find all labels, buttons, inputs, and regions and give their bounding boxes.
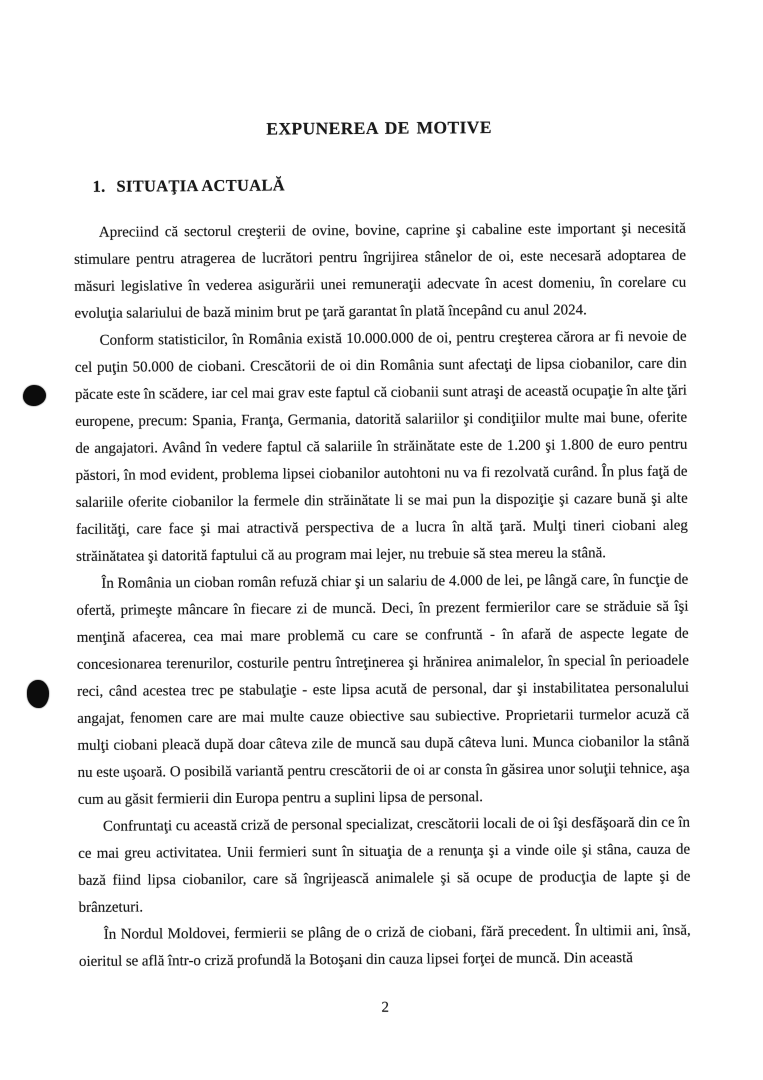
paragraph-northern-moldova-crisis: În Nordul Moldovei, fermierii se plâng de o criză de ciobani, fără precedent. În ultimii ani, însă, oieritul se află într-o criză profundă la Botoşani din cauza lipsei forţei de muncă. Din această <box>78 922 691 970</box>
document-body <box>74 216 691 976</box>
punch-hole-mark-top <box>23 385 46 406</box>
punch-hole-mark-bottom <box>27 680 49 708</box>
document-title: EXPUNEREA DE MOTIVE <box>266 117 492 139</box>
paragraph-salary-refusal-farm-problems: În România un cioban român refuză chiar şi un salariu de 4.000 de lei, pe lângă care, în funcţie de ofertă, primeşte mâncare în fiecare zi de muncă. Deci, în prezent fermierilor care se străduie să îşi menţină afacerea, cea mai mare problemă cu care se confruntă - în afară de aspecte legate de concesionarea terenurilor, costurile pentru întreţinerea şi hrănirea animalelor, în special în perioadele reci, când acestea trec pe stabulaţie - este lipsa acută de personal, dar şi instabilitatea personalului angajat, fenomen care are mai multe cauze obiective sau subiective. Proprietarii turmelor acuză că mulţi ciobani pleacă după doar câteva zile de muncă sau după câteva luni. Munca ciobanilor la stână nu este uşoară. O posibilă variantă pentru crescătorii de oi ar consta în găsirea unor soluţii tehnice, aşa cum au găsit fermierii din Europa pentru a suplini lipsa de personal. <box>76 571 690 808</box>
section-number: 1. <box>92 176 106 196</box>
section-title: SITUAŢIA ACTUALĂ <box>116 175 286 196</box>
paragraph-farmers-giving-up: Confruntaţi cu această criză de personal specializat, crescătorii locali de oi îşi desfăşoară din ce în ce mai greu activitatea. Unii fermieri sunt în situaţia de a renunţa şi a vinde oile şi stâna, cauza de bază fiind lipsa ciobanilor, care să îngrijească animalele şi să ocupe de producţia de lapte şi de brânzeturi. <box>78 814 691 916</box>
document-content <box>72 0 692 1080</box>
paragraph-current-situation-intro: Apreciind că sectorul creşterii de ovine, bovine, caprine şi cabaline este important şi necesită stimulare pentru atragerea de lucrători pentru îngrijirea stânelor de oi, este necesară adoptarea de măsuri legislative în vederea asigurării unei remuneraţii adecvate în acest domeniu, în corelare cu evoluţia salariului de bază minim brut pe ţară garantat în plată începând cu anul 2024. <box>73 220 687 322</box>
paragraph-statistics-shepherd-shortage: Conform statisticilor, în România există 10.000.000 de oi, pentru creşterea cărora ar fi nevoie de cel puţin 50.000 de ciobani. Crescătorii de oi din România sunt afectaţi de lipsa ciobanilor, care din păcate este în scădere, iar cel mai grav este faptul că ciobanii sunt atraşi de această ocupaţie în alte ţări europene, precum: Spania, Franţa, Germania, datorită salariilor şi condiţiilor multe mai bune, oferite de angajatori. Având în vedere faptul că salariile în străinătate este de 1.200 şi 1.800 de euro pentru păstori, în mod evident, problema lipsei ciobanilor autohtoni nu va fi rezolvată curând. În plus faţă de salariile oferite ciobanilor la fermele din străinătate li se mai pun la dispoziţie şi cazare bună şi alte facilităţi, care face şi mai atractivă perspectiva de a lucra în altă ţară. Mulţi tineri ciobani aleg străinătatea şi datorită faptului că au program mai lejer, nu trebuie să stea mereu la stână. <box>74 328 688 565</box>
section-heading <box>92 173 685 197</box>
page-number: 2 <box>381 999 390 1016</box>
